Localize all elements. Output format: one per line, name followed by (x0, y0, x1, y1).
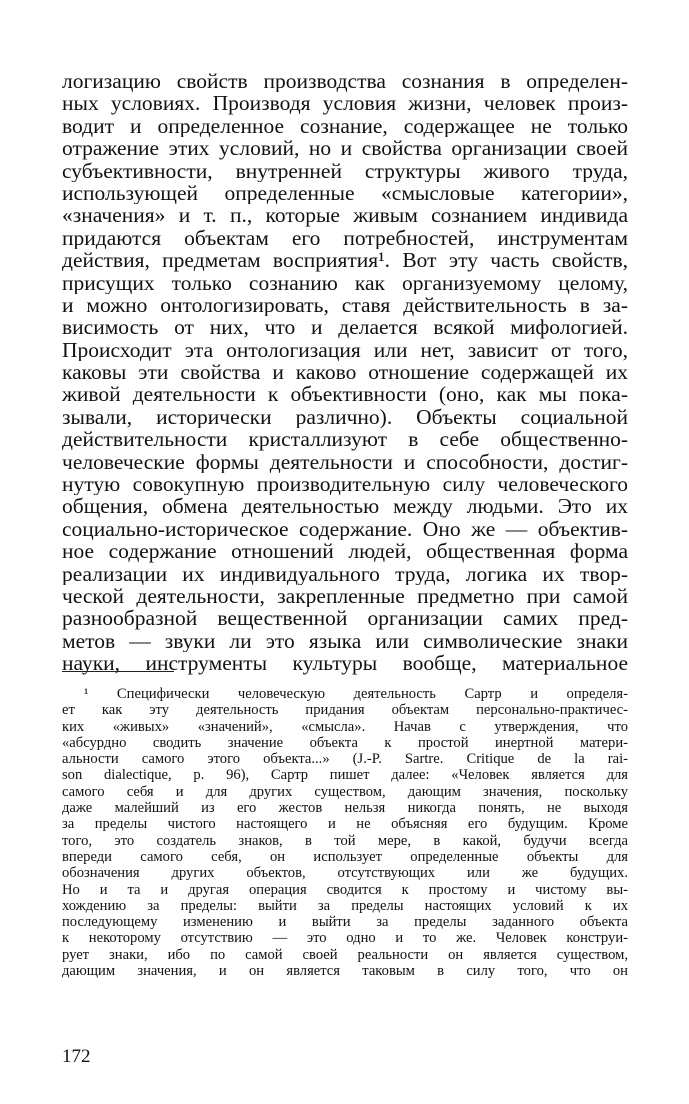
body-line: каковы эти свойства и каково отношение содержащей их (62, 361, 628, 384)
body-line: человеческие формы деятельности и способности, достиг- (62, 450, 628, 474)
body-line: использующей определенные «смысловые категории», (62, 181, 628, 205)
body-line: ческой деятельности, закрепленные предметно при самой (62, 584, 628, 608)
body-line: науки, инструменты культуры вообще, материальное (62, 652, 628, 675)
body-line: зывали, исторически различно). Объекты социальной (62, 405, 628, 429)
body-text (62, 70, 628, 675)
body-line: действия, предметам восприятия¹. Вот эту часть свойств, (62, 249, 628, 272)
body-line: отражение этих условий, но и свойства организации своей (62, 137, 628, 160)
footnote-line: хождению за пределы: выйти за пределы настоящих условий к их (62, 897, 628, 914)
footnote-line: рует знаки, ибо по самой своей реальности он является существом, (62, 946, 628, 963)
footnote-line: за пределы чистого настоящего и не объясняя его будущим. Кроме (62, 816, 628, 833)
body-line: водит и определенное сознание, содержащее не только (62, 114, 628, 138)
body-line: действительности кристаллизуют в себе общественно- (62, 428, 628, 451)
body-line: метов — звуки ли это языка или символические знаки (62, 629, 628, 653)
body-line: субъективности, внутренней структуры живого труда, (62, 159, 628, 182)
body-line: логизацию свойств производства сознания в определен- (62, 70, 628, 93)
footnote-line: ких «живых» «значений», «смысла». Начав с утверждения, что (62, 718, 628, 735)
footnote-line: последующему изменению и выйти за пределы заданного объекта (62, 914, 628, 931)
body-line: «значения» и т. п., которые живым сознанием индивида (62, 204, 628, 227)
footnote-line: Но и та и другая операция сводится к простому и чистому вы- (62, 881, 628, 898)
body-line: ное содержание отношений людей, общественная форма (62, 540, 628, 563)
body-line: живой деятельности к объективности (оно, как мы пока- (62, 383, 628, 406)
footnote (62, 686, 628, 979)
footnote-line: впереди самого себя, он использует определенные объекты для (62, 848, 628, 865)
footnote-line: к некоторому отсутствию — это одно и то же. Человек конструи- (62, 930, 628, 947)
footnote-line: обозначения других объектов, отсутствующих или же будущих. (62, 865, 628, 882)
body-line: Происходит эта онтологизация или нет, зависит от того, (62, 338, 628, 362)
footnote-line: «абсурдно сводить значение объекта к простой инертной матери- (62, 734, 628, 751)
footnote-line: son dialectique, p. 96), Сартр пишет далее: «Человек является для (62, 767, 628, 784)
footnote-line: того, это создатель знаков, в той мере, в какой, будучи всегда (62, 832, 628, 849)
body-line: и можно онтологизировать, ставя действительность в за- (62, 293, 628, 317)
footnote-line: альности самого этого объекта...» (J.-P. Sartre. Critique de la rai- (62, 751, 628, 768)
body-line: висимость от них, что и делается всякой мифологией. (62, 316, 628, 339)
body-line: реализации их индивидуального труда, логика их твор- (62, 562, 628, 585)
body-line: разнообразной вещественной организации самих пред- (62, 607, 628, 630)
footnote-line: даже малейший из его жестов нельзя никогда понять, не выходя (62, 800, 628, 817)
body-line: присущих только сознанию как организуемому целому, (62, 271, 628, 294)
body-line: придаются объектам его потребностей, инструментам (62, 226, 628, 250)
body-line: социально-историческое содержание. Оно же — объектив- (62, 517, 628, 541)
footnote-line: дающим значения, и он является таковым в силу того, что он (62, 963, 628, 980)
page-number: 172 (62, 1046, 91, 1067)
footnote-line: ¹ Специфически человеческую деятельность Сартр и определя- (84, 686, 628, 702)
body-line: общения, обмена деятельностью между людьми. Это их (62, 495, 628, 518)
body-line: ных условиях. Производя условия жизни, человек произ- (62, 92, 628, 115)
footnote-line: ет как эту деятельность придания объектам персонально-практичес- (62, 702, 628, 719)
footnote-line: самого себя и для других существом, дающим значения, поскольку (62, 783, 628, 800)
footnote-divider (62, 671, 174, 672)
body-line: нутую совокупную производительную силу человеческого (62, 473, 628, 496)
